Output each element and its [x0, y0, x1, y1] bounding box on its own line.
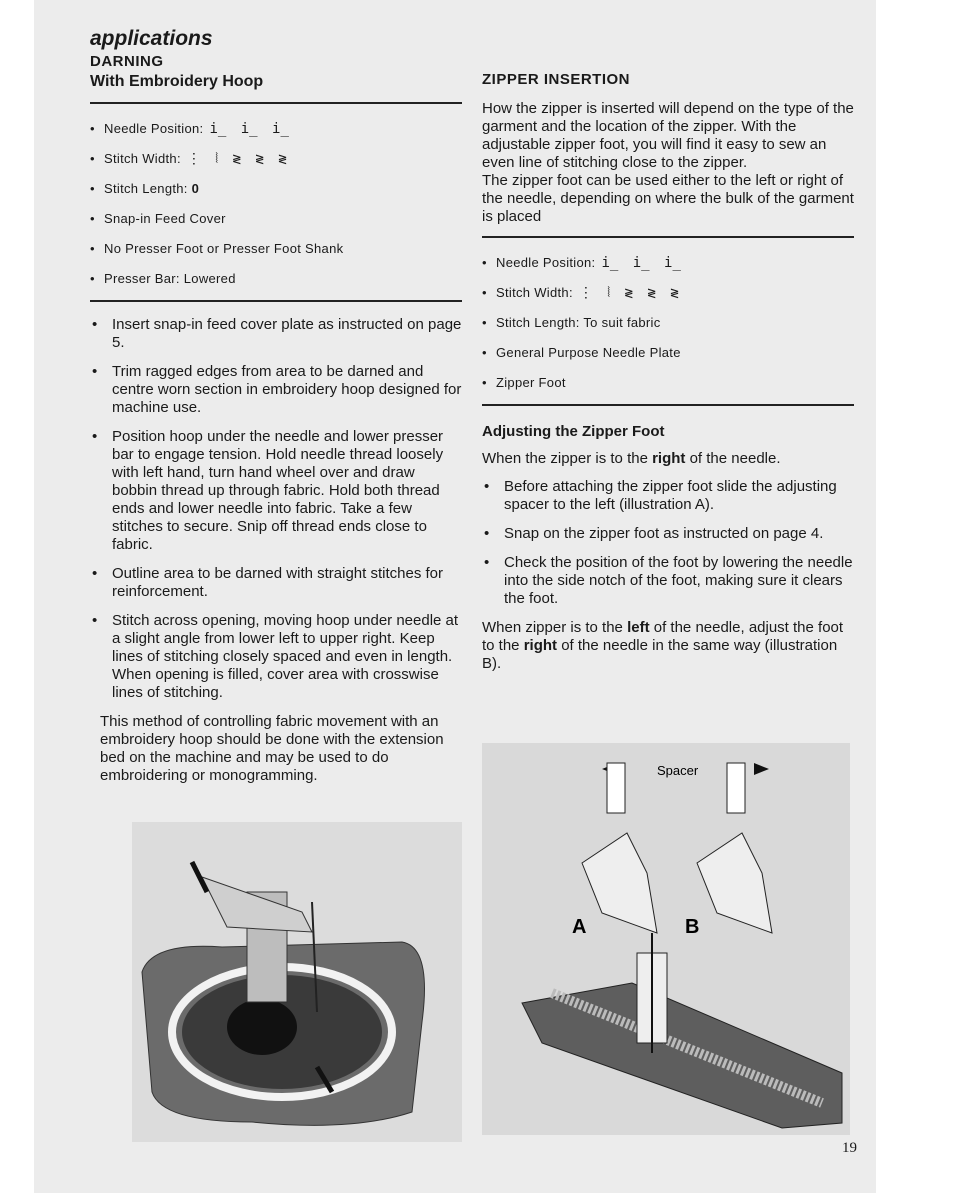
list-item: • Position hoop under the needle and lower presser bar to engage tension. Hold needle thread loosely with left hand, turn hand wheel over and draw bobbin thread up through fabric. Hold both thread ends and lower needle into fabric. Take a few stitches to secure. Snip off thread ends close to fabric. — [90, 428, 462, 554]
zipper-column — [482, 70, 854, 683]
divider — [482, 404, 854, 406]
adjust-title: Adjusting the Zipper Foot — [482, 423, 665, 440]
spec-item: • Stitch Length: To suit fabric — [482, 308, 854, 338]
left-zipper-note: When zipper is to the left of the needle, adjust the foot to the right of the needle in the same way (illustration B). — [482, 619, 844, 672]
list-item: • Trim ragged edges from area to be darned and centre worn section in embroidery hoop designed for machine use. — [90, 363, 462, 417]
spec-item: • General Purpose Needle Plate — [482, 338, 854, 368]
embroidery-hoop-drawing — [132, 822, 462, 1142]
adjust-intro: When the zipper is to the right of the needle. — [482, 450, 781, 467]
darning-spec-list — [90, 114, 462, 294]
darning-illustration — [132, 822, 462, 1142]
spec-item: • Stitch Length: 0 — [90, 174, 462, 204]
spec-item: • No Presser Foot or Presser Foot Shank — [90, 234, 462, 264]
zipper-foot-illustration — [482, 743, 850, 1135]
list-item: • Before attaching the zipper foot slide the adjusting spacer to the left (illustration A). — [482, 478, 854, 514]
list-item: • Check the position of the foot by lowering the needle into the side notch of the foot, making sure it clears the foot. — [482, 554, 854, 608]
darning-subtitle: With Embroidery Hoop — [90, 73, 264, 90]
darning-steps — [90, 316, 462, 702]
needle-position-icon: i̲ i̲ i̲ — [209, 121, 292, 137]
spec-item: • Zipper Foot — [482, 368, 854, 398]
stitch-width-icon: ⋮ ⦚ ≷ ≷ ≷ — [578, 285, 682, 301]
darning-note: This method of controlling fabric movement with an embroidery hoop should be done with the extension bed on the machine and may be used to do embroidering or monogramming. — [100, 713, 444, 784]
illustration-b-label: B — [685, 916, 700, 938]
list-item: • Outline area to be darned with straight stitches for reinforcement. — [90, 565, 462, 601]
spec-item: • Presser Bar: Lowered — [90, 264, 462, 294]
zipper-spec-list — [482, 248, 854, 398]
darning-column — [90, 26, 462, 795]
zipper-title: ZIPPER INSERTION — [482, 71, 631, 88]
spec-item: • Snap-in Feed Cover — [90, 204, 462, 234]
zipper-intro: How the zipper is inserted will depend on the type of the garment and the location of the zipper. With the adjustable zipper foot, you will find it easy to sew an even line of stitching close to the zipper. — [482, 100, 854, 171]
list-item: • Insert snap-in feed cover plate as instructed on page 5. — [90, 316, 462, 352]
list-item: • Snap on the zipper foot as instructed on page 4. — [482, 525, 854, 543]
list-item: • Stitch across opening, moving hoop under needle at a slight angle from lower left to upper right. Keep lines of stitching closely spaced and even in length. When opening is filled, cover area with crosswise lines of stitching. — [90, 612, 462, 702]
stitch-width-icon: ⋮ ⦚ ≷ ≷ ≷ — [186, 151, 290, 167]
darning-title: DARNING — [90, 53, 164, 70]
zipper-intro-2: The zipper foot can be used either to the left or right of the needle, depending on where the bulk of the garment is placed — [482, 172, 854, 225]
section-heading: applications — [90, 27, 213, 50]
spec-item: • Stitch Width: ⋮ ⦚ ≷ ≷ ≷ — [90, 144, 462, 174]
divider — [482, 236, 854, 238]
zipper-steps — [482, 478, 854, 608]
spec-item: • Stitch Width: ⋮ ⦚ ≷ ≷ ≷ — [482, 278, 854, 308]
spec-item: • Needle Position: i̲ i̲ i̲ — [90, 114, 462, 144]
divider — [90, 300, 462, 302]
zipper-foot-drawing — [482, 743, 850, 1135]
page-number: 19 — [842, 1140, 857, 1156]
needle-position-icon: i̲ i̲ i̲ — [601, 255, 684, 271]
spec-item: • Needle Position: i̲ i̲ i̲ — [482, 248, 854, 278]
divider — [90, 102, 462, 104]
spacer-label: Spacer — [657, 763, 699, 778]
illustration-a-label: A — [572, 916, 587, 938]
